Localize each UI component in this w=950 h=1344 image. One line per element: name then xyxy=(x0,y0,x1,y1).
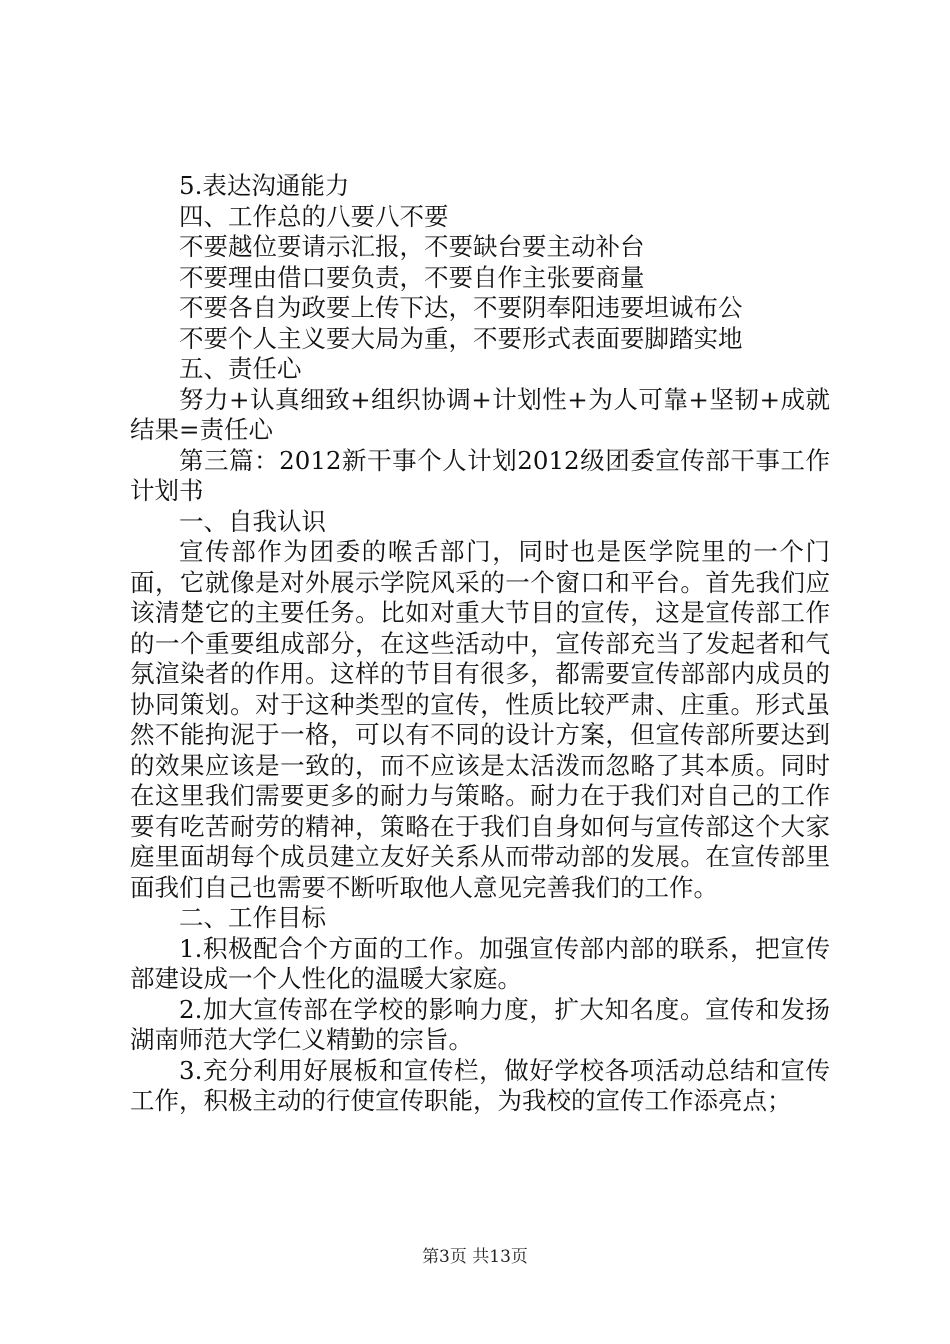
rule-line: 不要各自为政要上传下达，不要阴奉阳违要坦诚布公 xyxy=(179,293,743,322)
section-heading-two: 二、工作目标 xyxy=(179,903,326,932)
rule-line: 不要越位要请示汇报，不要缺台要主动补台 xyxy=(179,232,645,261)
list-item-expression: 5.表达沟通能力 xyxy=(179,171,350,200)
document-body xyxy=(130,171,830,1117)
chapter-title: 第三篇：2012新干事个人计划2012级团委宣传部干事工作计划书 xyxy=(130,445,830,505)
page-number: 第3页 共13页 xyxy=(422,1247,528,1267)
goal-item: 2.加大宣传部在学校的影响力度，扩大知名度。宣传和发扬湖南师范大学仁义精勤的宗旨。 xyxy=(130,994,830,1054)
responsibility-formula: 努力+认真细致+组织协调+计划性+为人可靠+坚韧+成就结果=责任心 xyxy=(130,384,830,444)
goal-item: 1.积极配合个方面的工作。加强宣传部内部的联系，把宣传部建设成一个人性化的温暖大家庭。 xyxy=(130,933,830,993)
body-paragraph: 宣传部作为团委的喉舌部门，同时也是医学院里的一个门面，它就像是对外展示学院风采的一个窗口和平台。首先我们应该清楚它的主要任务。比如对重大节目的宣传，这是宣传部工作的一个重要组成部分，在这些活动中，宣传部充当了发起者和气氛渲染者的作用。这样的节目有很多，都需要宣传部部内成员的协同策划。对于这种类型的宣传，性质比较严肃、庄重。形式虽然不能拘泥于一格，可以有不同的设计方案，但宣传部所要达到的效果应该是一致的，而不应该是太活泼而忽略了其本质。同时在这里我们需要更多的耐力与策略。耐力在于我们对自己的工作要有吃苦耐劳的精神，策略在于我们自身如何与宣传部这个大家庭里面胡每个成员建立友好关系从而带动部的发展。在宣传部里面我们自己也需要不断听取他人意见完善我们的工作。 xyxy=(130,537,830,902)
section-heading-one: 一、自我认识 xyxy=(179,506,326,536)
rule-line: 不要个人主义要大局为重，不要形式表面要脚踏实地 xyxy=(179,323,743,353)
goal-item: 3.充分利用好展板和宣传栏，做好学校各项活动总结和宣传工作，积极主动的行使宣传职能，为我校的宣传工作添亮点； xyxy=(130,1055,830,1115)
section-heading-five: 五、责任心 xyxy=(179,354,302,383)
section-heading-four: 四、工作总的八要八不要 xyxy=(179,201,449,231)
rule-line: 不要理由借口要负责，不要自作主张要商量 xyxy=(179,262,645,292)
